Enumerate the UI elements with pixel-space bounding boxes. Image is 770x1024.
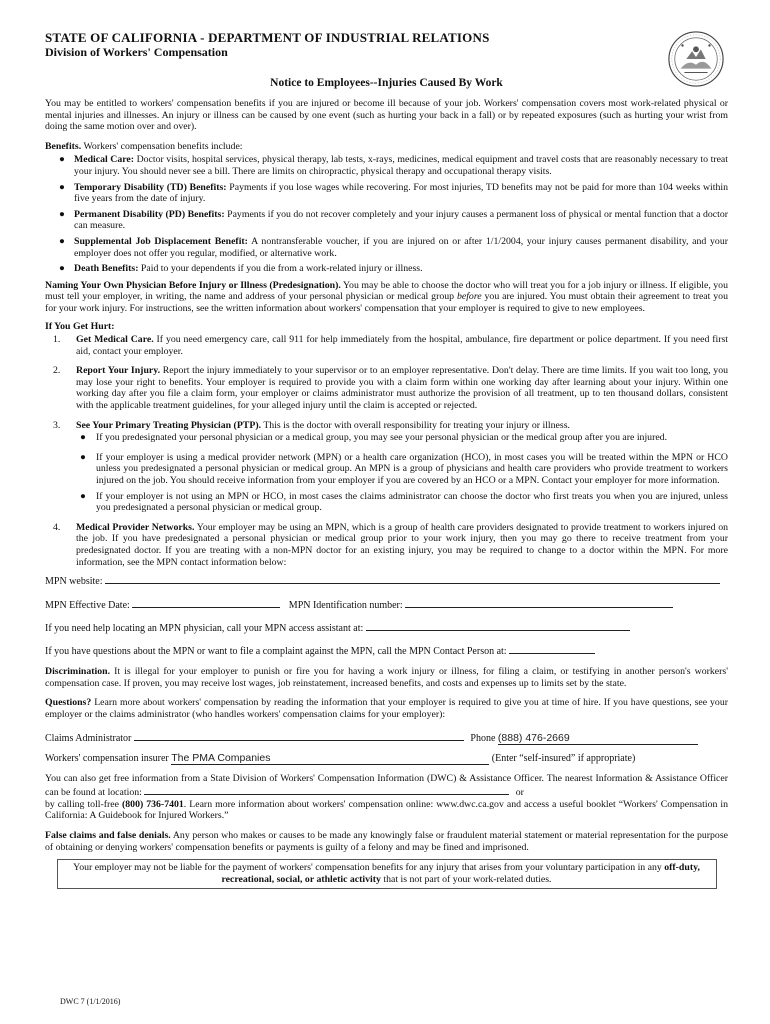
state-seal-icon (667, 30, 725, 88)
bullet-icon: ● (59, 235, 65, 247)
benefit-item: ● Supplemental Job Displacement Benefit: A nontransferable voucher, if you are injured on or after 1/1/2004, your injury causes permanent disability, and your employer does not offer you regular, modified, or alternative work. (59, 235, 728, 259)
dwc-location-field[interactable] (144, 784, 509, 795)
insurer-row: Workers' compensation insurer The PMA Companies (Enter “self-insured” if appropriate) (45, 751, 636, 764)
benefits-heading: Benefits. (45, 140, 82, 152)
insurer-field[interactable]: The PMA Companies (171, 752, 489, 765)
predesignation-paragraph: Naming Your Own Physician Before Injury or Illness (Predesignation). You may be able to choose the doctor who will treat you for a job injury or illness. If eligible, you must tell your employer, in writing, the name and address of your personal physician or medical group before you are injured. You must obtain their agreement to treat you for your work injury. For instructions, see the written information about workers' compensation that your employer is required to give to new employees. (45, 279, 728, 314)
bullet-icon: ● (80, 432, 86, 444)
claims-admin-field[interactable] (134, 730, 464, 741)
form-number: DWC 7 (1/1/2016) (60, 997, 121, 1006)
benefits-list (45, 154, 728, 274)
predesignation-heading: Naming Your Own Physician Before Injury or Illness (Predesignation). (45, 279, 341, 291)
bullet-icon: ● (59, 181, 65, 193)
agency-heading: STATE OF CALIFORNIA - DEPARTMENT OF INDUSTRIAL RELATIONS (45, 30, 490, 45)
mpn-contact-field[interactable] (509, 643, 595, 654)
ptp-subitem: ● If your employer is not using an MPN or HCO, in most cases the claims administrator can choose the doctor who first treats you when you are injured, unless you predesignated a personal physician or medical group. (80, 490, 728, 514)
if-hurt-item: 4. Medical Provider Networks. Your employer may be using an MPN, which is a group of health care providers designated to provide treatment to workers injured on the job. If you have predesignated a personal physician or medical group prior to your work injury, then you may go there to receive treatment from your predesignated doctor. If you are treating with a non-MPN doctor for an existing injury, you may be required to change to a doctor within the MPN. For more information, see the MPN contact information below: (53, 521, 728, 568)
mpn-effective-date-field[interactable] (132, 597, 280, 608)
ptp-subitem: ● If you predesignated your personal physician or a medical group, you may see your personal physician or the medical group after you are injured. (80, 432, 668, 444)
ptp-sublist (76, 432, 728, 514)
benefits-lead: Workers' compensation benefits include: (81, 140, 243, 152)
mpn-contact-row: If you have questions about the MPN or want to file a complaint against the MPN, call the MPN Contact Person at: (45, 643, 728, 658)
mpn-website-row: MPN website: (45, 573, 728, 588)
intro-paragraph: You may be entitled to workers' compensation benefits if you are injured or become ill because of your job. Workers' compensation covers most work-related physical or mental injuries and illnesses. An injury or illness can be caused by one event (such as hurting your back in a fall) or by repeated exposures (such as hurting your wrist from doing the same motion over and over). (45, 98, 728, 133)
bullet-icon: ● (80, 490, 86, 502)
ptp-subitem: ● If your employer is using a medical provider network (MPN) or a health care organization (HCO), in most cases you will be treated within the MPN or HCO unless you predesignated a personal physician or medical group. An MPN is a group of physicians and health care providers who provide treatment to workers injured on the job. You should receive information from your employer if you are covered by an HCO or a MPN. Contact your employer for more information. (80, 451, 728, 487)
bullet-icon: ● (59, 208, 65, 220)
mpn-id-field[interactable] (405, 597, 673, 608)
benefits-section (45, 141, 728, 153)
dwc-info-paragraph: You can also get free information from a State Division of Workers' Compensation Information (DWC) & Assistance Officer. The nearest Information & Assistance Officer can be found at location: or by calling toll-free (800) 736-7401. Learn more information about workers' compensation online: www.dwc.ca.gov and access a useful booklet “Workers' Compensation in California: A Guidebook for Injured Workers.” (45, 772, 728, 822)
claims-admin-row: Claims Administrator Phone (888) 476-2669 (45, 730, 728, 745)
mpn-access-field[interactable] (366, 620, 630, 631)
phone-field[interactable]: (888) 476-2669 (498, 732, 698, 745)
discrimination-paragraph: Discrimination. It is illegal for your employer to punish or fire you for having a work injury or illness, for filing a claim, or testifying in another person's workers' compensation case. If proven, you may receive lost wages, job reinstatement, increased benefits, and costs and expenses up to limits set by the state. (45, 666, 728, 689)
if-hurt-item: 2. Report Your Injury. Report the injury immediately to your supervisor or to an employer representative. Don't delay. There are time limits. If you wait too long, you may lose your right to benefits. Your employer is required to provide you with a claim form within one working day after learning about your injury. Within one working day after you file a claim form, your employer or claims administrator must authorize the provision of all treatment, up to ten thousand dollars, consistent with the applicable treatment guidelines, for your alleged injury until the claim is accepted or rejected. (53, 365, 729, 412)
benefit-item: ● Death Benefits: Paid to your dependents if you die from a work-related injury or illness. (59, 263, 423, 275)
voluntary-activity-notice: Your employer may not be liable for the payment of workers' compensation benefits for any injury that arises from your voluntary participation in any off-duty, recreational, social, or athletic activity that is not part of your work-related duties. (57, 859, 717, 889)
false-claims-paragraph: False claims and false denials. Any person who makes or causes to be made any knowingly false or fraudulent material statement or material representation for the purpose of obtaining or denying workers' compensation benefits or payments is guilty of a felony and may be fined and imprisoned. (45, 829, 728, 853)
notice-page (45, 30, 728, 889)
benefit-item: ● Temporary Disability (TD) Benefits: Payments if you lose wages while recovering. For most injuries, TD benefits may not be paid for more than 104 weeks within five years from the date of injury. (59, 181, 728, 205)
if-hurt-heading: If You Get Hurt: (45, 320, 115, 332)
mpn-website-field[interactable] (105, 573, 720, 584)
bullet-icon: ● (59, 263, 65, 275)
questions-paragraph: Questions? Learn more about workers' compensation by reading the information that your employer is required to give you at time of hire. If you have questions, see your employer or the claims administrator (who handles workers' compensation claims for your employer): (45, 697, 728, 720)
benefit-item: ● Permanent Disability (PD) Benefits: Payments if you do not recover completely and your injury causes a permanent loss of physical or mental function that a doctor can measure. (59, 208, 728, 232)
if-hurt-list (45, 334, 728, 568)
bullet-icon: ● (80, 451, 86, 463)
if-hurt-item: 3. See Your Primary Treating Physician (PTP). This is the doctor with overall responsibility for treating your injury or illness. ● If you predesignated your personal physician or a medical group, you may see your personal physician or the medical group after you are injured. ● If your employer is using a medical provider network (MPN) or a health care organization (HCO), in most cases you will be treated within the MPN or HCO unless you predesignated a personal physician or medical group. An MPN is a group of physicians and health care providers who provide treatment to workers injured on the job. You should receive information from your employer if you are covered by an HCO or a MPN. Contact your employer for more information. ● If your employer is not using an MPN or HCO, in most cases the claims administrator can choose the doctor who first treats you when you are injured, unless you predesignated a personal physician or medical group. (53, 419, 728, 514)
if-hurt-item: 1. Get Medical Care. If you need emergency care, call 911 for help immediately from the hospital, ambulance, fire department or police department. If you need first aid, contact your employer. (53, 334, 728, 357)
mpn-date-row: MPN Effective Date: MPN Identification number: (45, 597, 728, 612)
division-heading: Division of Workers' Compensation (45, 45, 228, 59)
bullet-icon: ● (59, 154, 65, 166)
benefit-item: ● Medical Care: Doctor visits, hospital services, physical therapy, lab tests, x-rays, medicines, medical equipment and travel costs that are reasonably necessary to treat your injury. You should never see a bill. There are limits on chiropractic, physical therapy and occupational therapy visits. (59, 154, 728, 177)
notice-title: Notice to Employees--Injuries Caused By Work (270, 77, 503, 89)
mpn-access-row: If you need help locating an MPN physician, call your MPN access assistant at: (45, 620, 728, 635)
